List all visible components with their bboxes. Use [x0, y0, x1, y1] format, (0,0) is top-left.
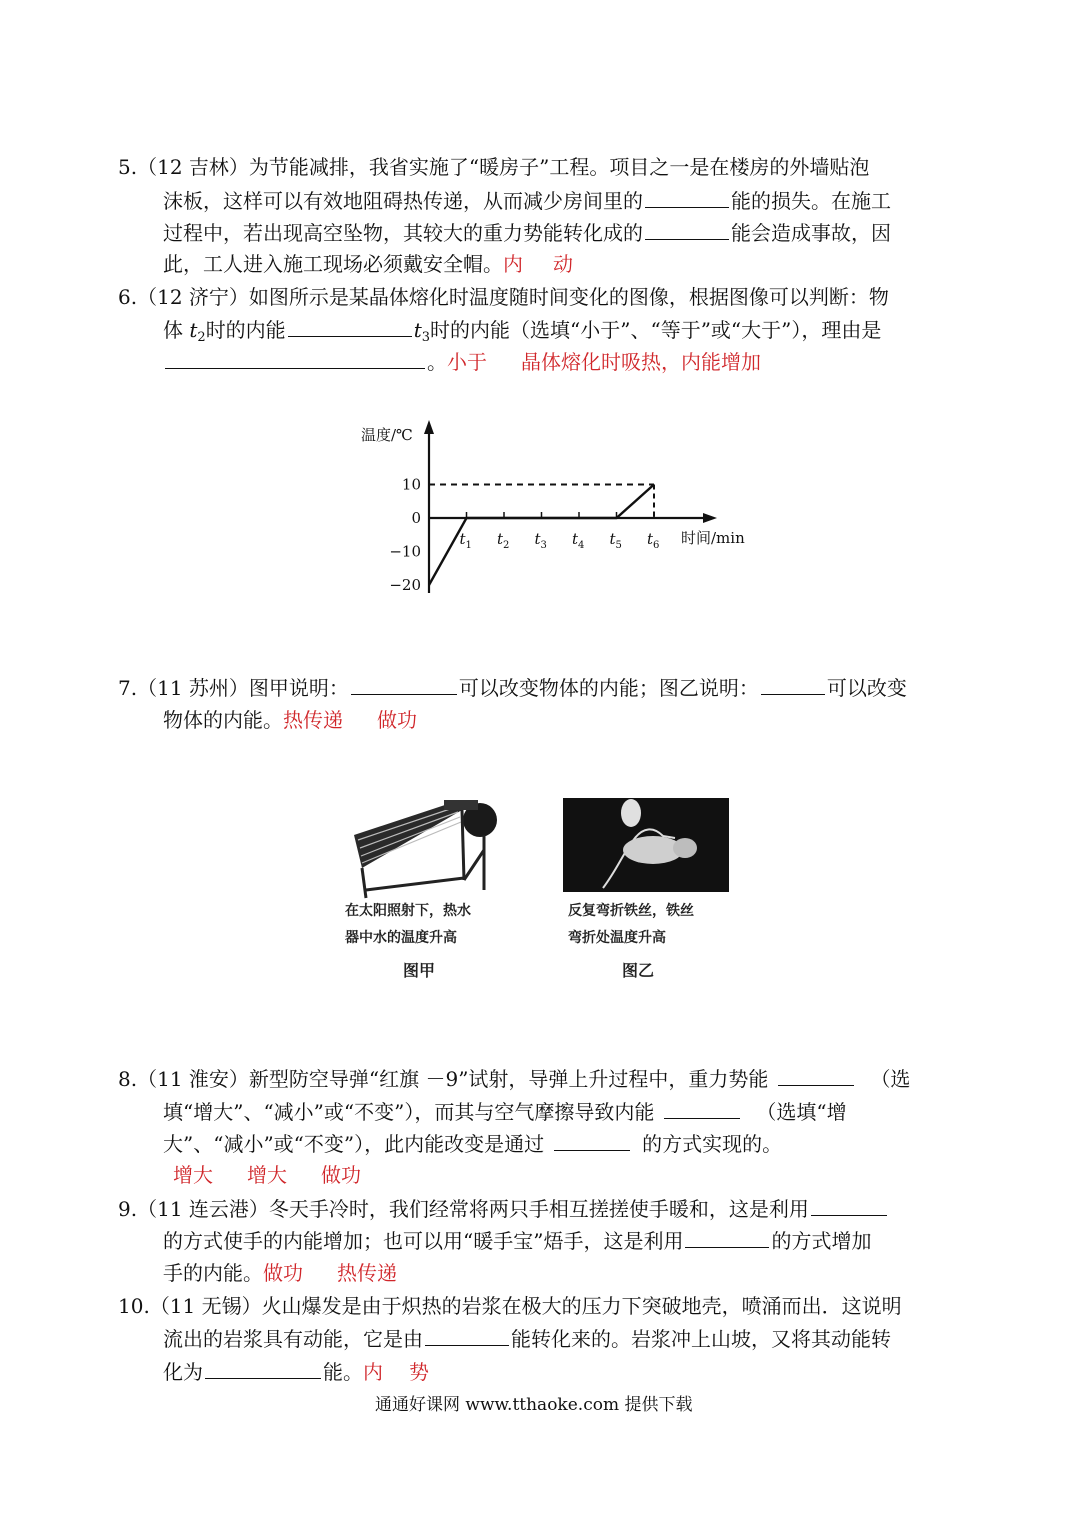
x-axis-arrow [703, 513, 717, 523]
fig-a-caption-1: 在太阳照射下，热水 [345, 903, 471, 919]
q5-answer2: 动 [553, 252, 573, 276]
fig-b-caption-2: 弯折处温度升高 [568, 930, 666, 946]
q7-line1: 7.（11 苏州）图甲说明： 可以改变物体的内能；图乙说明： 可以改变 [118, 672, 907, 703]
q7-line2: 物体的内能。热传递 做功 [163, 708, 417, 732]
q8-blank1 [778, 1063, 854, 1086]
q8-answer2: 增大 [247, 1163, 287, 1187]
q9-blank1 [811, 1193, 887, 1216]
x-tick-label: $t_5$ [609, 530, 622, 551]
fig-a-label: 图甲 [403, 961, 436, 980]
q8-line2: 填“增大”、“减小”或“不变”），而其与空气摩擦导致内能 （选填“增 [163, 1096, 847, 1127]
q9-line2: 的方式使手的内能增加；也可以用“暖手宝”焐手，这是利用 的方式增加 [163, 1225, 871, 1256]
q6-answer2: 晶体熔化时吸热，内能增加 [521, 350, 761, 374]
q6-answer1: 小于 [447, 350, 487, 374]
x-tick-label: $t_1$ [459, 530, 472, 551]
q8-answers [173, 1160, 361, 1190]
q6-number: 6. [118, 285, 138, 309]
q6-line1: 6.（12 济宁）如图所示是某晶体熔化时温度随时间变化的图像，根据图像可以判断：物 [118, 285, 889, 309]
q5-line4: 此，工人进入施工现场必须戴安全帽。内 动 [163, 252, 573, 276]
q9-blank2 [685, 1225, 769, 1248]
y-tick-label: −20 [389, 576, 421, 594]
q9-number: 9. [118, 1197, 138, 1221]
q7-answer2: 做功 [377, 708, 417, 732]
q10-blank2 [205, 1356, 321, 1379]
q6-line3: 。小于 晶体熔化时吸热，内能增加 [163, 346, 761, 377]
fig-a-caption-2: 器中水的温度升高 [345, 930, 457, 946]
q6-blank1 [288, 314, 412, 337]
q8-blank3 [554, 1128, 630, 1151]
x-axis-label: 时间/min [681, 529, 745, 547]
q6-line2: 体 $t_2$时的内能 $t_3$时的内能（选填“小于”、“等于”或“大于”），理由是 [163, 314, 881, 353]
q10-answer1: 内 [363, 1360, 383, 1384]
q7-blank1 [351, 672, 457, 695]
q7-number: 7. [118, 676, 138, 700]
q7-blank2 [761, 672, 825, 695]
y-tick-label: −10 [389, 542, 421, 561]
q5-line1: 5.（12 吉林）为节能减排，我省实施了“暖房子”工程。项目之一是在楼房的外墙贴泡 [118, 155, 870, 179]
q10-line1: 10.（11 无锡）火山爆发是由于炽热的岩浆在极大的压力下突破地壳，喷涌而出．这说明 [118, 1294, 902, 1318]
q5-number: 5. [118, 155, 138, 179]
q9-line3: 手的内能。做功 热传递 [163, 1261, 397, 1285]
q6-blank2 [165, 346, 425, 369]
q10-line2: 流出的岩浆具有动能，它是由 能转化来的。岩浆冲上山坡，又将其动能转 [163, 1323, 891, 1354]
q10-blank1 [425, 1323, 509, 1346]
q5-line2: 沫板，这样可以有效地阻碍热传递，从而减少房间里的 能的损失。在施工 [163, 185, 891, 216]
q8-answer3: 做功 [321, 1163, 361, 1187]
q10-answer2: 势 [409, 1360, 429, 1384]
q5-answer1: 内 [503, 252, 523, 276]
y-tick-label: 10 [401, 475, 421, 494]
fig-b-label: 图乙 [622, 961, 655, 980]
y-axis-arrow [424, 420, 434, 434]
fig-b-caption-1: 反复弯折铁丝，铁丝 [568, 903, 694, 919]
q8-blank2 [664, 1096, 740, 1119]
q5-blank2 [645, 217, 729, 240]
q8-line3: 大”、“减小”或“不变”），此内能改变是通过 的方式实现的。 [163, 1128, 782, 1159]
x-tick-label: $t_4$ [572, 530, 585, 551]
q8-line1: 8.（11 淮安）新型防空导弹“红旗 －9”试射，导弹上升过程中，重力势能 （选 [118, 1063, 910, 1094]
x-tick-label: $t_2$ [497, 530, 510, 551]
solar-water-heater-image [344, 790, 504, 900]
q9-answer2: 热传递 [337, 1261, 397, 1285]
q8-number: 8. [118, 1067, 138, 1091]
q9-answer1: 做功 [263, 1261, 303, 1285]
x-tick-label: $t_3$ [534, 530, 547, 551]
q5-line3: 过程中，若出现高空坠物，其较大的重力势能转化成的 能会造成事故，因 [163, 217, 891, 248]
q8-answer1: 增大 [173, 1163, 213, 1187]
q5-blank1 [645, 185, 729, 208]
q9-line1: 9.（11 连云港）冬天手冷时，我们经常将两只手相互搓搓使手暖和，这是利用 [118, 1193, 889, 1224]
q10-number: 10. [118, 1294, 150, 1318]
melting-graph [355, 410, 775, 640]
bending-wire-image [563, 798, 729, 892]
x-tick-label: $t_6$ [647, 530, 660, 551]
y-tick-label: 0 [411, 509, 421, 527]
q10-line3: 化为 能。内 势 [163, 1356, 429, 1387]
page-footer: 通通好课网 www.tthaoke.com 提供下载 [375, 1395, 693, 1415]
y-axis-label: 温度/℃ [361, 426, 413, 444]
q7-answer1: 热传递 [283, 708, 343, 732]
